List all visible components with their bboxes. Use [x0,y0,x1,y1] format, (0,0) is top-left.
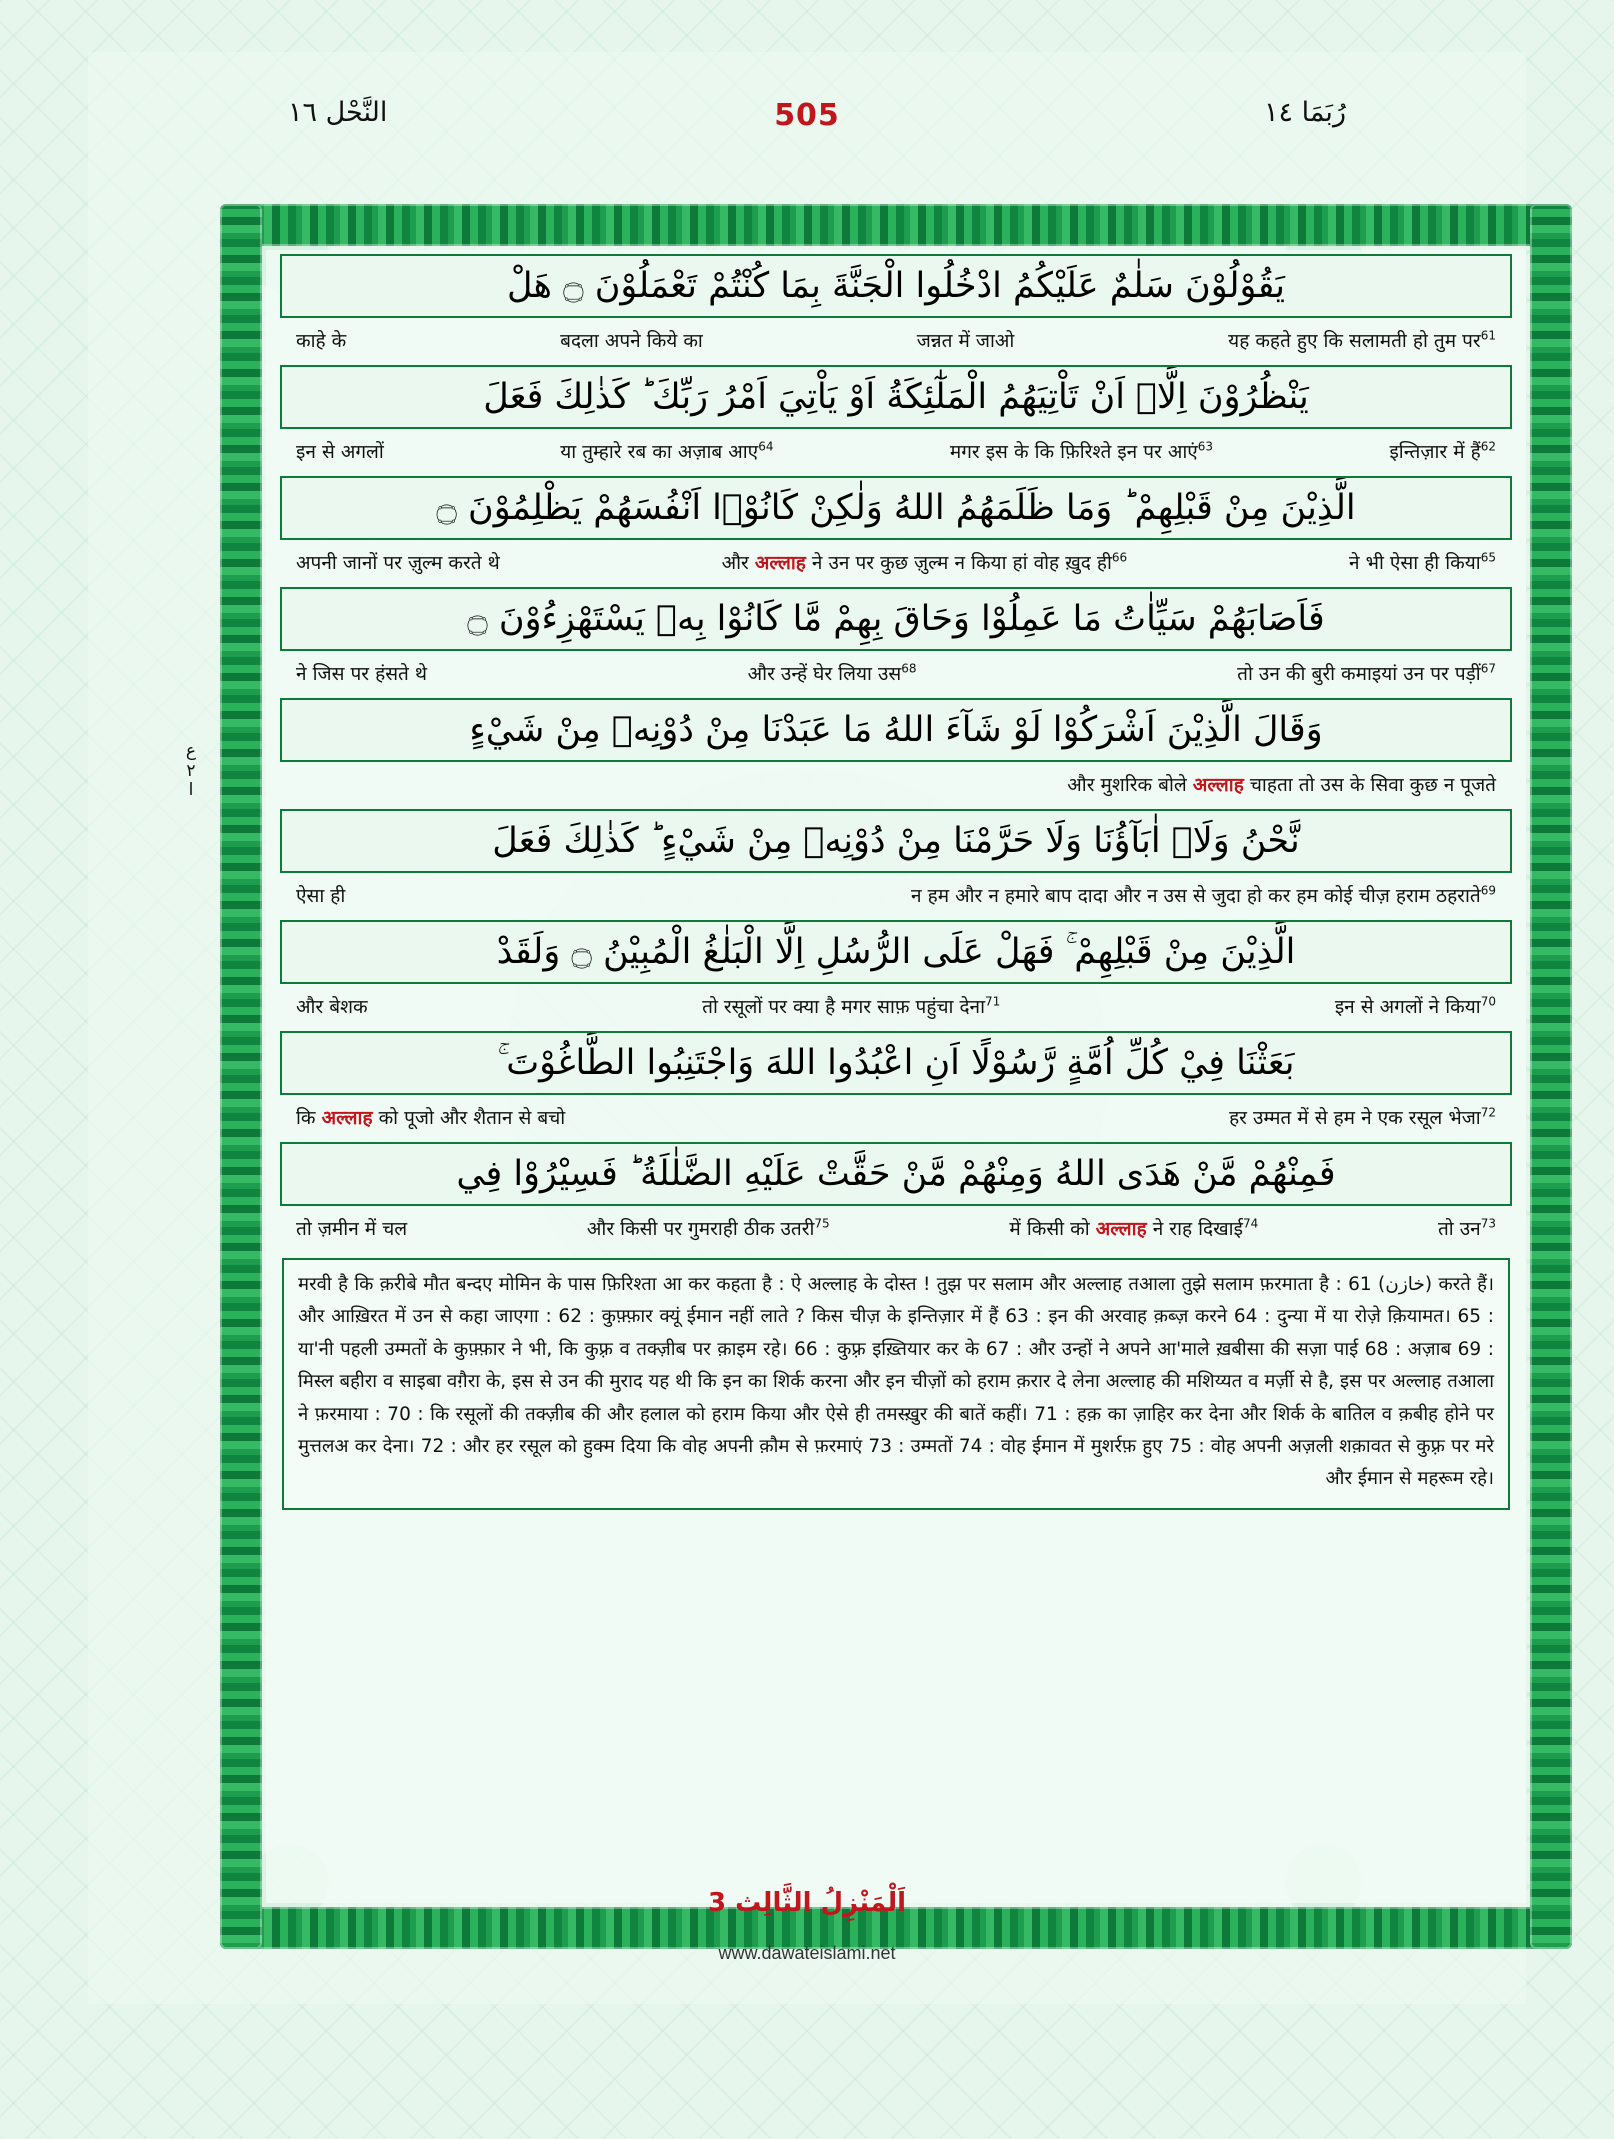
para-name: رُبَمَا ١٤ [1264,97,1346,128]
translation-segment: कि अल्लाह को पूजो और शैतान से बचो [296,1107,566,1129]
translation-line [280,984,1512,1028]
border-ornament-top [220,204,1572,246]
footnote-ref: 66 [1111,550,1128,565]
translation-line [280,540,1512,584]
page-header [188,98,1426,158]
ayah-block [280,1142,1512,1250]
translation-segment: तो ज़मीन में चल [296,1218,408,1240]
footnotes-block: करते हैं। (خازن) 61 : मरवी है कि क़रीबे मौत बन्दए मोमिन के पास फ़िरिश्ता आ कर कहता है : ऐ अल्लाह के दोस्त ! तुझ पर सलाम और अल्लाह तआला तुझे सलाम फ़रमाता है और आख़िरत में उन से कहा जाएगा : 62 : कुफ़्फ़ार क्यूं ईमान नहीं लाते ? किस चीज़ के इन्तिज़ार में हैं 63 : इन की अरवाह क़ब्ज़ करने 64 : दुन्या में या रोज़े क़ियामत। 65 : या'नी पहली उम्मतों के कुफ़्फ़ार ने भी, कि कुफ़्र व तक्ज़ीब पर क़ाइम रहे। 66 : कुफ़्र इख़्तियार कर के 67 : और उन्हों ने अपने आ'माले ख़बीसा की सज़ा पाई 68 : अज़ाब 69 : मिस्ल बहीरा व साइबा वग़ैरा के, इस से उन की मुराद यह थी कि इन का शिर्क करना और इन चीज़ों को हराम क़रार दे लेना अल्लाह की मशिय्यत व मर्ज़ी से है, इस पर अल्लाह तआला ने फ़रमाया : 70 : कि रसूलों की तक्ज़ीब की और हलाल को हराम किया और ऐसे ही तमस्ख़ुर की बातें कहीं। 71 : हक़ का ज़ाहिर कर देना और शिर्क के बातिल व क़बीह होने पर मुत्तलअ कर देना। 72 : और हर रसूल को हुक्म दिया कि वोह अपनी क़ौम से फ़रमाएं 73 : उम्मतों 74 : वोह ईमान में मुशर्रफ़ हुए 75 : वोह अपनी अज़ली शक़ावत से कुफ़्र पर मरे और ईमान से महरूम रहे। [282,1258,1510,1510]
ayah-block [280,809,1512,917]
ornamental-frame [220,204,1572,1949]
arabic-line: بَعَثْنَا فِيْ كُلِّ اُمَّةٍ رَّسُوْلًا اَنِ اعْبُدُوا اللهَ وَاجْتَنِبُوا الطَّاغُوْتَ ۚ [280,1031,1512,1095]
ayah-block [280,698,1512,806]
footnote-ref: 72 [1480,1105,1496,1120]
footnote-ref: 63 [1197,439,1214,454]
text-area [266,250,1526,1903]
footnote-ref: 65 [1480,550,1496,565]
verse-list [266,254,1526,1250]
footnote-ref: 69 [1480,883,1496,898]
translation-segment: बदला अपने किये का [560,330,703,352]
ruku-marker-line-2: ۲ [186,760,196,781]
translation-line [280,873,1512,917]
ayah-block [280,254,1512,362]
footnote-ref: 75 [814,1216,830,1231]
translation-segment: हर उम्मत में से हम ने एक रसूल भेजा$^{72}$ [1229,1105,1496,1129]
arabic-line: فَاَصَابَهُمْ سَيِّاٰتُ مَا عَمِلُوْا وَحَاقَ بِهِمْ مَّا كَانُوْا بِهٖ يَسْتَهْزِءُوْنَ ۝ [280,587,1512,651]
manzil-text: اَلْمَنْزِلُ الثَّالِث [735,1888,906,1918]
translation-line [280,1206,1512,1250]
translation-segment: जन्नत में जाओ [916,330,1015,352]
footnote-ref: 68 [901,661,917,676]
footnote-ref: 74 [1242,1216,1259,1231]
ayah-block [280,920,1512,1028]
translation-line [280,762,1512,806]
ayah-block [280,1031,1512,1139]
translation-line [280,1095,1512,1139]
translation-segment: ऐसा ही [296,885,346,907]
translation-segment: काहे के [296,330,347,352]
translation-segment: तो उन की बुरी कमाइयां उन पर पड़ीं$^{67}$ [1237,661,1496,685]
translation-segment: इन्तिज़ार में हैं$^{62}$ [1389,439,1496,463]
arabic-line: فَمِنْهُمْ مَّنْ هَدَى اللهُ وَمِنْهُمْ مَّنْ حَقَّتْ عَلَيْهِ الضَّلٰلَةُ ؕ فَسِيْرُوْا فِي [280,1142,1512,1206]
page-number: 505 [774,98,840,133]
footnote-ref: 61 [1480,328,1496,343]
arabic-line: يَقُوْلُوْنَ سَلٰمٌ عَلَيْكُمُ ادْخُلُوا الْجَنَّةَ بِمَا كُنْتُمْ تَعْمَلُوْنَ ۝ هَلْ [280,254,1512,318]
website-url: www.dawateislami.net [718,1943,896,1963]
footnote-ref: 70 [1480,994,1496,1009]
translation-segment: मगर इस के कि फ़िरिश्ते इन पर आएं$^{63}$ [949,439,1214,463]
footnote-ref: 62 [1480,439,1496,454]
translation-segment: और अल्लाह ने उन पर कुछ ज़ुल्म न किया हां वोह ख़ुद ही$^{66}$ [721,550,1128,574]
translation-segment: में किसी को अल्लाह ने राह दिखाई$^{74}$ [1009,1216,1259,1240]
footnote-ref: 64 [758,439,774,454]
translation-line [280,429,1512,473]
footnote-ref: 67 [1480,661,1496,676]
arabic-line: وَقَالَ الَّذِيْنَ اَشْرَكُوْا لَوْ شَآءَ اللهُ مَا عَبَدْنَا مِنْ دُوْنِهٖ مِنْ شَيْءٍ [280,698,1512,762]
translation-segment: यह कहते हुए कि सलामती हो तुम पर$^{61}$ [1228,328,1496,352]
surah-name: النَّحْل ١٦ [288,97,388,128]
translation-segment: अपनी जानों पर ज़ुल्म करते थे [296,552,500,574]
translation-line [280,318,1512,362]
manzil-number: 3 [708,1888,727,1918]
ruku-marker-line-3: ا [188,780,194,801]
translation-line [280,651,1512,695]
translation-segment: तो उन$^{73}$ [1437,1216,1496,1240]
allah-word: अल्लाह [754,552,806,574]
translation-segment: ने भी ऐसा ही किया$^{65}$ [1349,550,1496,574]
manzil-label [88,1888,1526,1918]
translation-segment: और बेशक [296,996,368,1018]
ayah-block [280,365,1512,473]
allah-word: अल्लाह [321,1107,373,1129]
ayah-block [280,587,1512,695]
footnote-ref: 73 [1480,1216,1496,1231]
ayah-block [280,476,1512,584]
translation-segment: या तुम्हारे रब का अज़ाब आए$^{64}$ [560,439,774,463]
arabic-line: نَّحْنُ وَلَاۤ اٰبَآؤُنَا وَلَا حَرَّمْنَا مِنْ دُوْنِهٖ مِنْ شَيْءٍ ؕ كَذٰلِكَ فَعَلَ [280,809,1512,873]
translation-segment: न हम और न हमारे बाप दादा और न उस से जुदा हो कर हम कोई चीज़ हराम ठहराते$^{69}$ [911,883,1496,907]
arabic-line: يَنْظُرُوْنَ اِلَّاۤ اَنْ تَاْتِيَهُمُ الْمَلٰٓئِكَةُ اَوْ يَاْتِيَ اَمْرُ رَبِّكَ ؕ كَذٰلِكَ فَعَلَ [280,365,1512,429]
ruku-marker [174,742,208,801]
footnote-ref: 71 [985,994,1001,1009]
translation-segment: इन से अगलों [296,441,384,463]
translation-segment: इन से अगलों ने किया$^{70}$ [1334,994,1496,1018]
arabic-line: الَّذِيْنَ مِنْ قَبْلِهِمْ ۚ فَهَلْ عَلَى الرُّسُلِ اِلَّا الْبَلٰغُ الْمُبِيْنُ ۝ وَلَقَدْ [280,920,1512,984]
translation-segment: ने जिस पर हंसते थे [296,663,428,685]
page-sheet [88,52,1526,2004]
translation-segment: और किसी पर गुमराही ठीक उतरी$^{75}$ [586,1216,830,1240]
translation-segment: और मुशरिक बोले अल्लाह चाहता तो उस के सिवा कुछ न पूजते [1067,774,1496,796]
translation-segment: और उन्हें घेर लिया उस$^{68}$ [747,661,917,685]
border-ornament-left [220,204,262,1949]
translation-segment: तो रसूलों पर क्या है मगर साफ़ पहुंचा देना$^{71}$ [702,994,1001,1018]
allah-word: अल्लाह [1192,774,1244,796]
arabic-line: الَّذِيْنَ مِنْ قَبْلِهِمْ ؕ وَمَا ظَلَمَهُمُ اللهُ وَلٰكِنْ كَانُوْۤا اَنْفُسَهُمْ يَظْلِمُوْنَ ۝ [280,476,1512,540]
border-ornament-right [1530,204,1572,1949]
allah-word: अल्लाह [1095,1218,1147,1240]
ruku-marker-line-1: ع [185,741,197,761]
